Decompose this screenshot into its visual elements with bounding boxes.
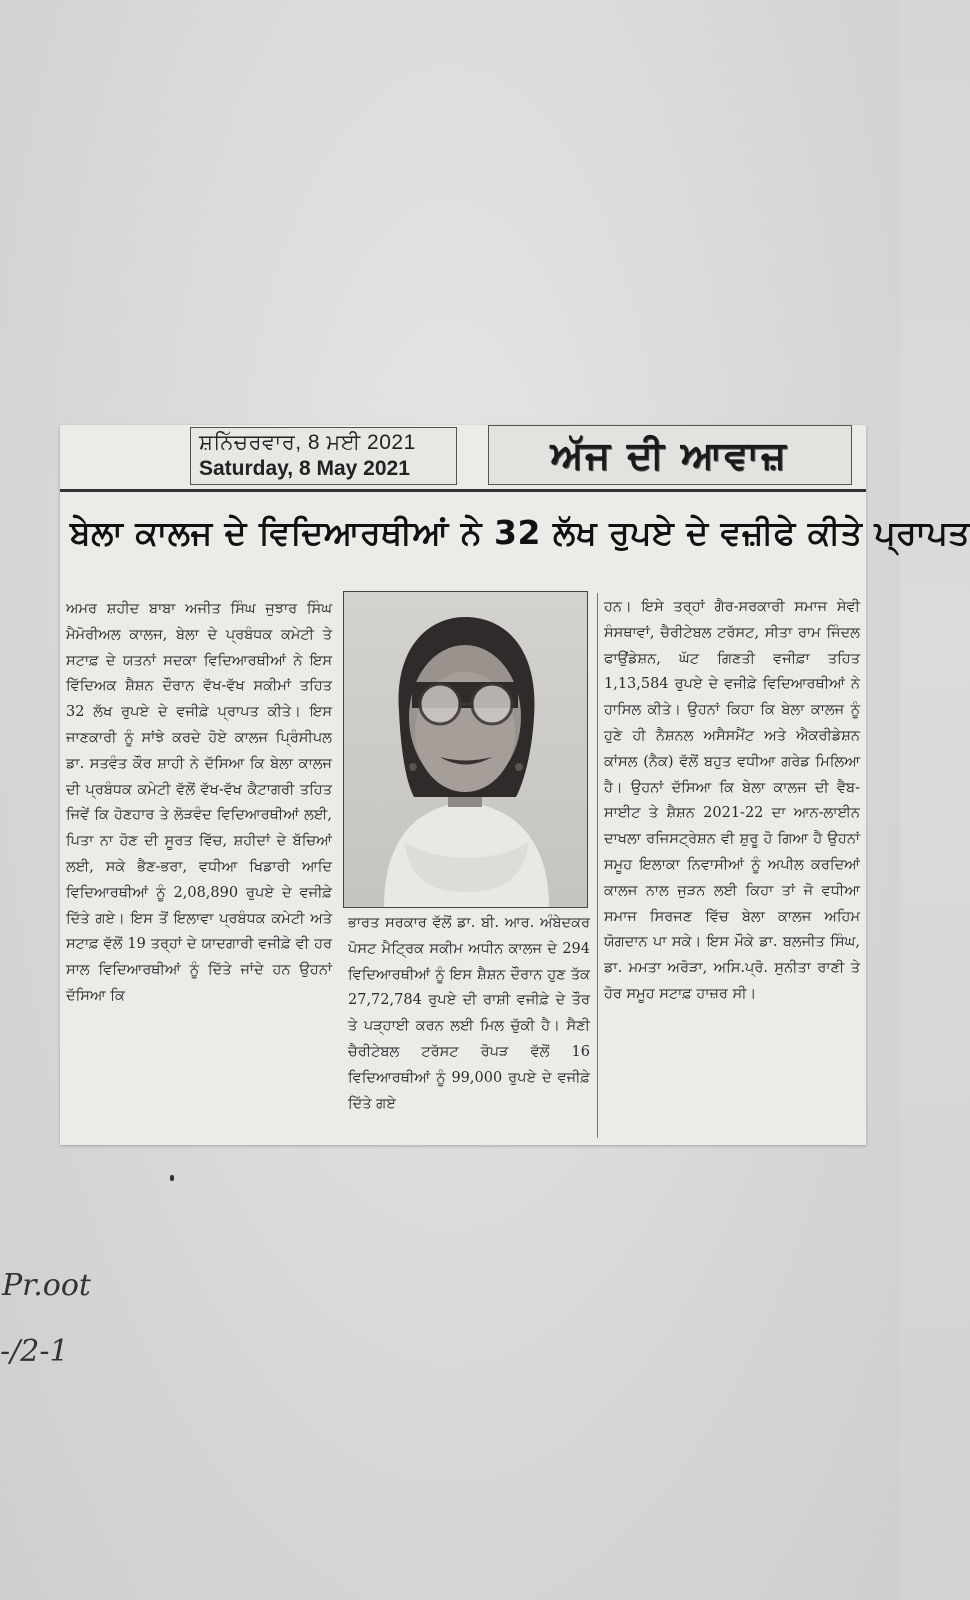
pen-mark — [170, 1175, 174, 1181]
handwritten-note-1: Pr.oot — [2, 1268, 91, 1303]
newspaper-masthead — [488, 425, 852, 485]
article-column-1: ਅਮਰ ਸ਼ਹੀਦ ਬਾਬਾ ਅਜੀਤ ਸਿੰਘ ਜੁਝਾਰ ਸਿੰਘ ਮੈਮੋਰੀਅਲ ਕਾਲਜ, ਬੇਲਾ ਦੇ ਪ੍ਰਬੰਧਕ ਕਮੇਟੀ ਤੇ ਸਟਾਫ਼ ਦੇ ਯਤਨਾਂ ਸਦਕਾ ਵਿਦਿਆਰਥੀਆਂ ਨੇ ਇਸ ਵਿੱਦਿਅਕ ਸ਼ੈਸ਼ਨ ਦੌਰਾਨ ਵੱਖ-ਵੱਖ ਸਕੀਮਾਂ ਤਹਿਤ 32 ਲੱਖ ਰੁਪਏ ਦੇ ਵਜੀਫ਼ੇ ਪ੍ਰਾਪਤ ਕੀਤੇ। ਇਸ ਜਾਣਕਾਰੀ ਨੂੰ ਸਾਂਝੇ ਕਰਦੇ ਹੋਏ ਕਾਲਜ ਪ੍ਰਿੰਸੀਪਲ ਡਾ. ਸਤਵੰਤ ਕੌਰ ਸ਼ਾਹੀ ਨੇ ਦੱਸਿਆ ਕਿ ਬੇਲਾ ਕਾਲਜ ਦੀ ਪ੍ਰਬੰਧਕ ਕਮੇਟੀ ਵੱਲੋਂ ਵੱਖ-ਵੱਖ ਕੈਟਾਗਰੀ ਤਹਿਤ ਜਿਵੇਂ ਕਿ ਹੋਣਹਾਰ ਤੇ ਲੋੜਵੰਦ ਵਿਦਿਆਰਥੀਆਂ ਲਈ, ਪਿਤਾ ਨਾ ਹੋਣ ਦੀ ਸੂਰਤ ਵਿੱਚ, ਸ਼ਹੀਦਾਂ ਦੇ ਬੱਚਿਆਂ ਲਈ, ਸਕੇ ਭੈਣ-ਭਰਾ, ਵਧੀਆ ਖਿਡਾਰੀ ਆਦਿ ਵਿਦਿਆਰਥੀਆਂ ਨੂੰ 2,08,890 ਰੁਪਏ ਦੇ ਵਜੀਫ਼ੇ ਦਿੱਤੇ ਗਏ। ਇਸ ਤੋਂ ਇਲਾਵਾ ਪ੍ਰਬੰਧਕ ਕਮੇਟੀ ਅਤੇ ਸਟਾਫ਼ ਵੱਲੋਂ 19 ਤਰ੍ਹਾਂ ਦੇ ਯਾਦਗਾਰੀ ਵਜੀਫ਼ੇ ਵੀ ਹਰ ਸਾਲ ਵਿਦਿਆਰਥੀਆਂ ਨੂੰ ਦਿੱਤੇ ਜਾਂਦੇ ਹਨ ਉਹਨਾਂ ਦੱਸਿਆ ਕਿ — [66, 601, 332, 1004]
date-punjabi: ਸ਼ਨਿੱਚਰਵਾਰ, 8 ਮਈ 2021 — [199, 431, 416, 454]
portrait-photo — [343, 591, 588, 908]
portrait-image — [344, 592, 587, 907]
masthead-title: ਅੱਜ ਦੀ ਆਵਾਜ਼ — [550, 433, 788, 477]
header-divider — [60, 489, 866, 492]
date-english: Saturday, 8 May 2021 — [199, 457, 410, 480]
article-column-3: ਹਨ। ਇਸੇ ਤਰ੍ਹਾਂ ਗੈਰ-ਸਰਕਾਰੀ ਸਮਾਜ ਸੇਵੀ ਸੰਸਥਾਵਾਂ, ਚੈਰੀਟੇਬਲ ਟਰੱਸਟ, ਸੀਤਾ ਰਾਮ ਜਿੰਦਲ ਫਾਉਂਡੇਸ਼ਨ, ਘੱਟ ਗਿਣਤੀ ਵਜੀਫ਼ਾ ਤਹਿਤ 1,13,584 ਰੁਪਏ ਦੇ ਵਜੀਫ਼ੇ ਵਿਦਿਆਰਥੀਆਂ ਨੇ ਹਾਸਿਲ ਕੀਤੇ। ਉਹਨਾਂ ਕਿਹਾ ਕਿ ਬੇਲਾ ਕਾਲਜ ਨੂੰ ਹੁਣੇ ਹੀ ਨੈਸ਼ਨਲ ਅਸੈਸਮੈਂਟ ਅਤੇ ਐਕਰੀਡੇਸ਼ਨ ਕਾਂਸਲ (ਨੈਕ) ਵੱਲੋਂ ਬਹੁਤ ਵਧੀਆ ਗਰੇਡ ਮਿਲਿਆ ਹੈ। ਉਹਨਾਂ ਦੱਸਿਆ ਕਿ ਬੇਲਾ ਕਾਲਜ ਦੀ ਵੈਬ-ਸਾਈਟ ਤੇ ਸ਼ੈਸ਼ਨ 2021-22 ਦਾ ਆਨ-ਲਾਈਨ ਦਾਖਲਾ ਰਜਿਸਟ੍ਰੇਸ਼ਨ ਵੀ ਸ਼ੁਰੂ ਹੋ ਗਿਆ ਹੈ ਉਹਨਾਂ ਸਮੂਹ ਇਲਾਕਾ ਨਿਵਾਸੀਆਂ ਨੂੰ ਅਪੀਲ ਕਰਦਿਆਂ ਕਾਲਜ ਨਾਲ ਜੁੜਨ ਲਈ ਕਿਹਾ ਤਾਂ ਜੋ ਵਧੀਆ ਸਮਾਜ ਸਿਰਜਣ ਵਿੱਚ ਬੇਲਾ ਕਾਲਜ ਅਹਿਮ ਯੋਗਦਾਨ ਪਾ ਸਕੇ। ਇਸ ਮੌਕੇ ਡਾ. ਬਲਜੀਤ ਸਿੰਘ, ਡਾ. ਮਮਤਾ ਅਰੋੜਾ, ਅਸਿ.ਪ੍ਰੋ. ਸੁਨੀਤਾ ਰਾਣੀ ਤੇ ਹੋਰ ਸਮੂਹ ਸਟਾਫ਼ ਹਾਜ਼ਰ ਸੀ। — [604, 599, 860, 1002]
newspaper-clipping — [60, 425, 970, 1145]
handwritten-note-2: -/2-1 — [0, 1334, 69, 1369]
article-headline: ਬੇਲਾ ਕਾਲਜ ਦੇ ਵਿਦਿਆਰਥੀਆਂ ਨੇ 32 ਲੱਖ ਰੁਪਏ ਦੇ ਵਜ਼ੀਫੇ ਕੀਤੇ ਪ੍ਰਾਪਤ — [70, 513, 970, 552]
column-divider — [597, 593, 598, 1138]
date-box — [190, 427, 457, 485]
article-column-2: ਭਾਰਤ ਸਰਕਾਰ ਵੱਲੋਂ ਡਾ. ਬੀ. ਆਰ. ਅੰਬੇਦਕਰ ਪੋਸਟ ਮੈਟ੍ਰਿਕ ਸਕੀਮ ਅਧੀਨ ਕਾਲਜ ਦੇ 294 ਵਿਦਿਆਰਥੀਆਂ ਨੂੰ ਇਸ ਸ਼ੈਸ਼ਨ ਦੌਰਾਨ ਹੁਣ ਤੱਕ 27,72,784 ਰੁਪਏ ਦੀ ਰਾਸ਼ੀ ਵਜੀਫ਼ੇ ਦੇ ਤੌਰ ਤੇ ਪੜ੍ਹਾਈ ਕਰਨ ਲਈ ਮਿਲ ਚੁੱਕੀ ਹੈ। ਸੈਣੀ ਚੈਰੀਟੇਬਲ ਟਰੱਸਟ ਰੋਪੜ ਵੱਲੋਂ 16 ਵਿਦਿਆਰਥੀਆਂ ਨੂੰ 99,000 ਰੁਪਏ ਦੇ ਵਜੀਫ਼ੇ ਦਿੱਤੇ ਗਏ — [348, 915, 590, 1112]
